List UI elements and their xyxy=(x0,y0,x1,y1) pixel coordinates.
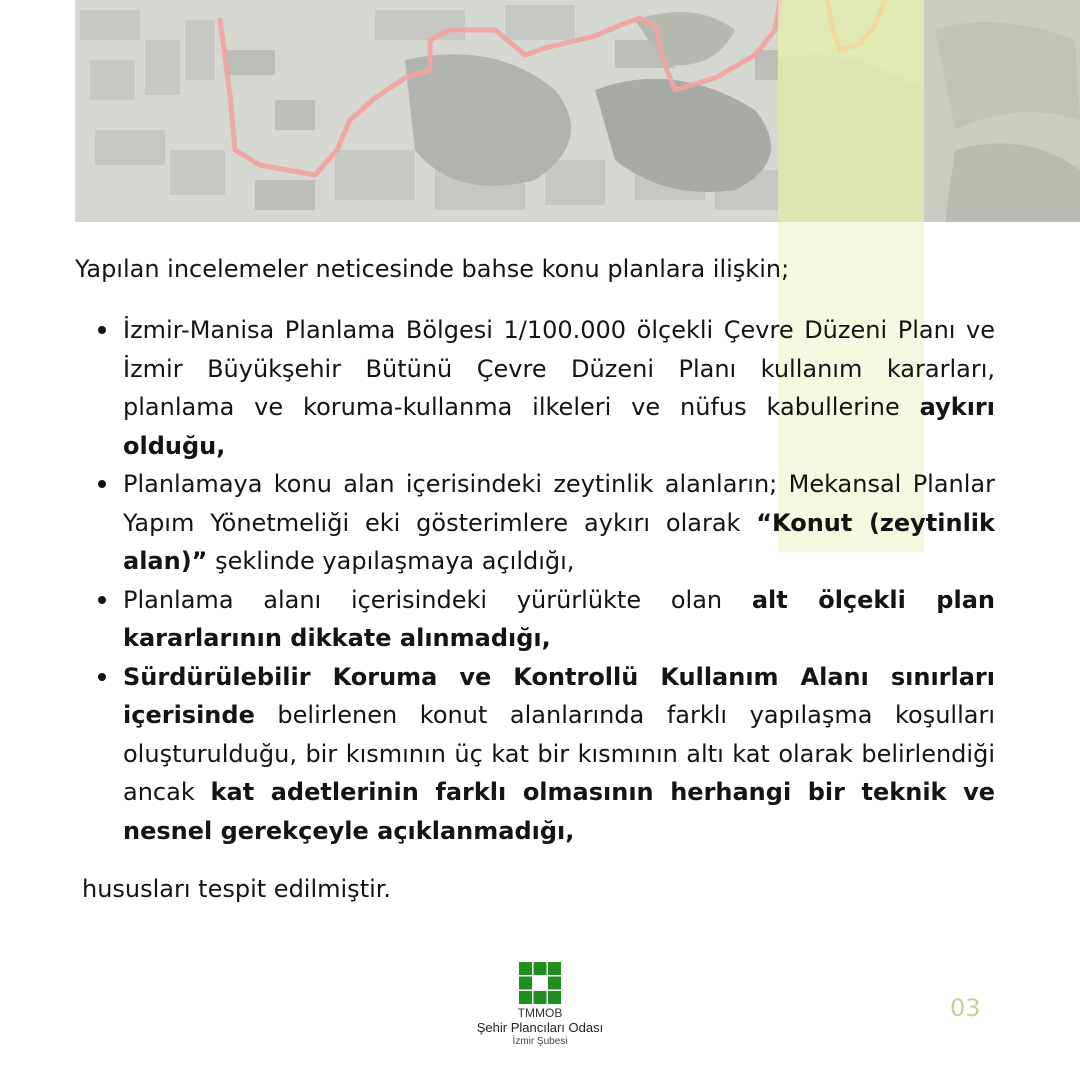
logo-org: TMMOB xyxy=(517,1006,563,1020)
finding-2-emphasis: “Konut (zeytinlik alan)” xyxy=(123,508,995,575)
conclusion-text: hususları tespit edilmiştir. xyxy=(82,875,392,903)
finding-1-emphasis: aykırı olduğu, xyxy=(123,393,995,460)
logo-name: Şehir Plancıları Odası xyxy=(476,1020,604,1035)
intro-text: Yapılan incelemeler neticesinde bahse konu planlara ilişkin; xyxy=(75,255,790,283)
logo-branch: İzmir Şubesi xyxy=(512,1036,568,1047)
finding-3-emphasis: alt ölçekli plan kararlarının dikkate alınmadığı, xyxy=(123,585,995,652)
finding-item-4 xyxy=(123,658,995,851)
tmmob-logo xyxy=(440,962,640,1048)
finding-item-3 xyxy=(123,581,995,658)
finding-1-text: İzmir-Manisa Planlama Bölgesi 1/100.000 ölçekli Çevre Düzeni Planı ve İzmir Büyükşehir Bütünü Çevre Düzeni Planı kullanım kararları, planlama ve koruma-kullanma ilkeleri ve nüfus kabullerine xyxy=(123,316,995,421)
page-number: 03 xyxy=(950,994,981,1022)
finding-3-text: Planlama alanı içerisindeki yürürlükte olan xyxy=(123,585,752,614)
finding-4-emphasis-b: kat adetlerinin farklı olmasının herhangi bir teknik ve nesnel gerekçeyle açıklanmadığı, xyxy=(123,778,995,845)
findings-list xyxy=(123,311,995,850)
finding-4-emphasis-a: Sürdürülebilir Koruma ve Kontrollü Kullanım Alanı sınırları içerisinde xyxy=(123,662,995,729)
finding-item-1 xyxy=(123,311,995,465)
finding-item-2 xyxy=(123,465,995,581)
satellite-map-image xyxy=(75,0,1080,222)
finding-2-text-a: Planlamaya konu alan içerisindeki zeytinlik alanların; Mekansal Planlar Yapım Yönetmeliği eki gösterimlere aykırı olarak xyxy=(123,470,995,537)
finding-4-text: belirlenen konut alanlarında farklı yapılaşma koşulları oluşturulduğu, bir kısmının üç kat bir kısmının altı kat olarak belirlendiği ancak xyxy=(123,701,995,806)
finding-2-text-b: şeklinde yapılaşmaya açıldığı, xyxy=(207,547,575,575)
logo-grid-icon xyxy=(519,962,561,1004)
